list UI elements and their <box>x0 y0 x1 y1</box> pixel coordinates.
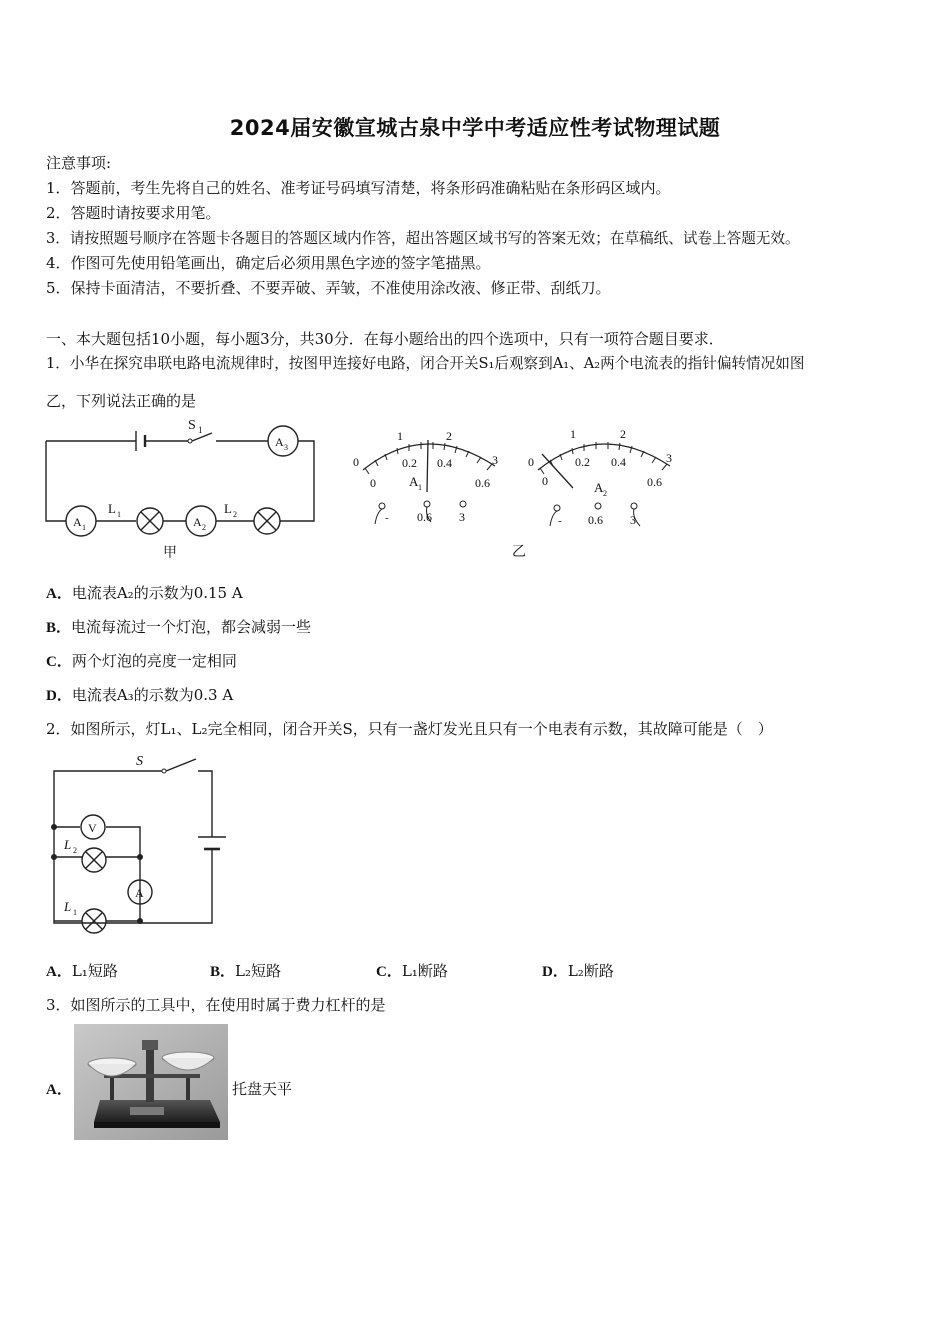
q2-lamp-l1-sub: 1 <box>73 908 77 917</box>
q3-option-a-text: 托盘天平 <box>232 1080 293 1098</box>
ammeter-a2-sub: 2 <box>202 523 206 532</box>
meter2-top-tick: 2 <box>620 427 626 441</box>
meter2-top-tick: 3 <box>666 451 672 465</box>
junction-dot-icon <box>137 854 143 860</box>
q2-ammeter-label: A <box>135 886 144 900</box>
meter1-label: A <box>409 474 419 489</box>
meter2-terminal: 0.6 <box>588 513 603 527</box>
notice-heading: 注意事项: <box>46 154 112 172</box>
ammeter-a1-sub: 1 <box>82 523 86 532</box>
q1-meters-yi <box>345 420 690 565</box>
q2-lamp-l2-label: L <box>64 837 72 852</box>
ammeter-a2-label: A <box>193 515 202 529</box>
notice-item: 4．作图可先使用铅笔画出，确定后必须用黑色字迹的签字笔描黑。 <box>46 254 491 272</box>
meter1-bottom-tick: 0.6 <box>475 476 490 490</box>
meter1-top-tick: 0 <box>353 455 359 469</box>
terminal-icon <box>554 505 560 511</box>
meter1-bottom-tick: 0.2 <box>402 456 417 470</box>
meter2-terminal: - <box>558 515 562 527</box>
meter2-label-sub: 2 <box>603 489 607 498</box>
ammeter-a1-label: A <box>73 515 82 529</box>
q2-lamp-l2-sub: 2 <box>73 846 77 855</box>
junction-dot-icon <box>51 854 57 860</box>
q1-option-c[interactable]: C．两个灯泡的亮度一定相同 <box>46 652 237 670</box>
switch-label-sub: 1 <box>198 425 203 435</box>
meter1-bottom-tick: 0.4 <box>437 456 452 470</box>
figure-label-yi: 乙 <box>512 545 526 560</box>
meter2-bottom-tick: 0.4 <box>611 455 626 469</box>
q2-circuit <box>44 745 244 945</box>
lamp-l2-sub: 2 <box>233 510 237 519</box>
meter1-terminal: - <box>385 512 389 524</box>
meter2-terminal: 3 <box>630 513 636 527</box>
q2-option-a[interactable]: A．L₁短路 <box>46 962 118 980</box>
ammeter-a3-sub: 3 <box>284 443 288 452</box>
meter1-top-tick: 1 <box>397 429 403 443</box>
q2-option-b[interactable]: B．L₂短路 <box>210 962 281 980</box>
meter1-bottom-tick: 0 <box>370 476 376 490</box>
meter2-bottom-tick: 0.2 <box>575 455 590 469</box>
q1-circuit-jia <box>40 415 330 565</box>
voltmeter-label: V <box>88 821 97 835</box>
balance-scale-photo <box>74 1024 228 1140</box>
junction-dot-icon <box>137 918 143 924</box>
q1-stem-line1: 1．小华在探究串联电路电流规律时，按图甲连接好电路，闭合开关S₁后观察到A₁、A₂两个电流表的指针偏转情况如图 <box>46 355 805 372</box>
switch-contact-icon <box>162 769 166 773</box>
q3-stem: 3．如图所示的工具中，在使用时属于费力杠杆的是 <box>46 996 386 1014</box>
q1-option-b[interactable]: B．电流每流过一个灯泡，都会减弱一些 <box>46 618 312 636</box>
q2-stem: 2．如图所示，灯L₁、L₂完全相同，闭合开关S，只有一盏灯发光且只有一个电表有示数，其故障可能是（ ） <box>46 720 773 738</box>
meter-a1-dial <box>353 429 498 524</box>
meter2-bottom-tick: 0.6 <box>647 475 662 489</box>
q1-option-d[interactable]: D．电流表A₃的示数为0.3 A <box>46 686 234 704</box>
meter2-bottom-tick: 0 <box>542 474 548 488</box>
meter-a2-dial <box>528 427 672 527</box>
meter1-terminal: 3 <box>459 510 465 524</box>
q3-option-a-letter[interactable]: A． <box>46 1082 72 1098</box>
terminal-icon <box>460 501 466 507</box>
terminal-icon <box>631 503 637 509</box>
q2-option-c[interactable]: C．L₁断路 <box>376 962 448 980</box>
notice-item: 1．答题前，考生先将自己的姓名、准考证号码填写清楚，将条形码准确粘贴在条形码区域内。 <box>46 179 671 197</box>
meter1-top-tick: 3 <box>492 453 498 467</box>
notice-item: 5．保持卡面清洁，不要折叠、不要弄破、弄皱，不准使用涂改液、修正带、刮纸刀。 <box>46 279 611 297</box>
meter1-terminal: 0.6 <box>417 510 432 524</box>
lamp-l1-sub: 1 <box>117 510 121 519</box>
q1-stem-line2: 乙，下列说法正确的是 <box>46 392 197 410</box>
ammeter-a3-label: A <box>275 435 284 449</box>
meter2-top-tick: 0 <box>528 455 534 469</box>
section-heading: 一、本大题包括10小题，每小题3分，共30分．在每小题给出的四个选项中，只有一项符合题目要求． <box>46 330 724 348</box>
notice-item: 2．答题时请按要求用笔。 <box>46 204 221 222</box>
terminal-icon <box>424 501 430 507</box>
switch-contact-icon <box>188 439 192 443</box>
terminal-icon <box>595 503 601 509</box>
q2-option-d[interactable]: D．L₂断路 <box>542 962 614 980</box>
meter2-label: A <box>594 480 604 495</box>
page-title: 2024届安徽宣城古泉中学中考适应性考试物理试题 <box>229 116 721 140</box>
meter1-label-sub: 1 <box>418 483 422 492</box>
figure-label-jia: 甲 <box>163 546 177 561</box>
switch-label: S <box>188 418 196 433</box>
q1-option-a[interactable]: A．电流表A₂的示数为0.15 A <box>46 584 243 602</box>
lamp-l2-label: L <box>224 501 232 516</box>
meter2-top-tick: 1 <box>570 427 576 441</box>
meter1-top-tick: 2 <box>446 429 452 443</box>
q2-switch-label: S <box>136 754 143 769</box>
q2-lamp-l1-label: L <box>64 899 72 914</box>
terminal-icon <box>379 503 385 509</box>
lamp-l1-label: L <box>108 501 116 516</box>
junction-dot-icon <box>51 824 57 830</box>
notice-item: 3．请按照题号顺序在答题卡各题目的答题区域内作答，超出答题区域书写的答案无效；在草稿纸、试卷上答题无效。 <box>46 230 800 247</box>
